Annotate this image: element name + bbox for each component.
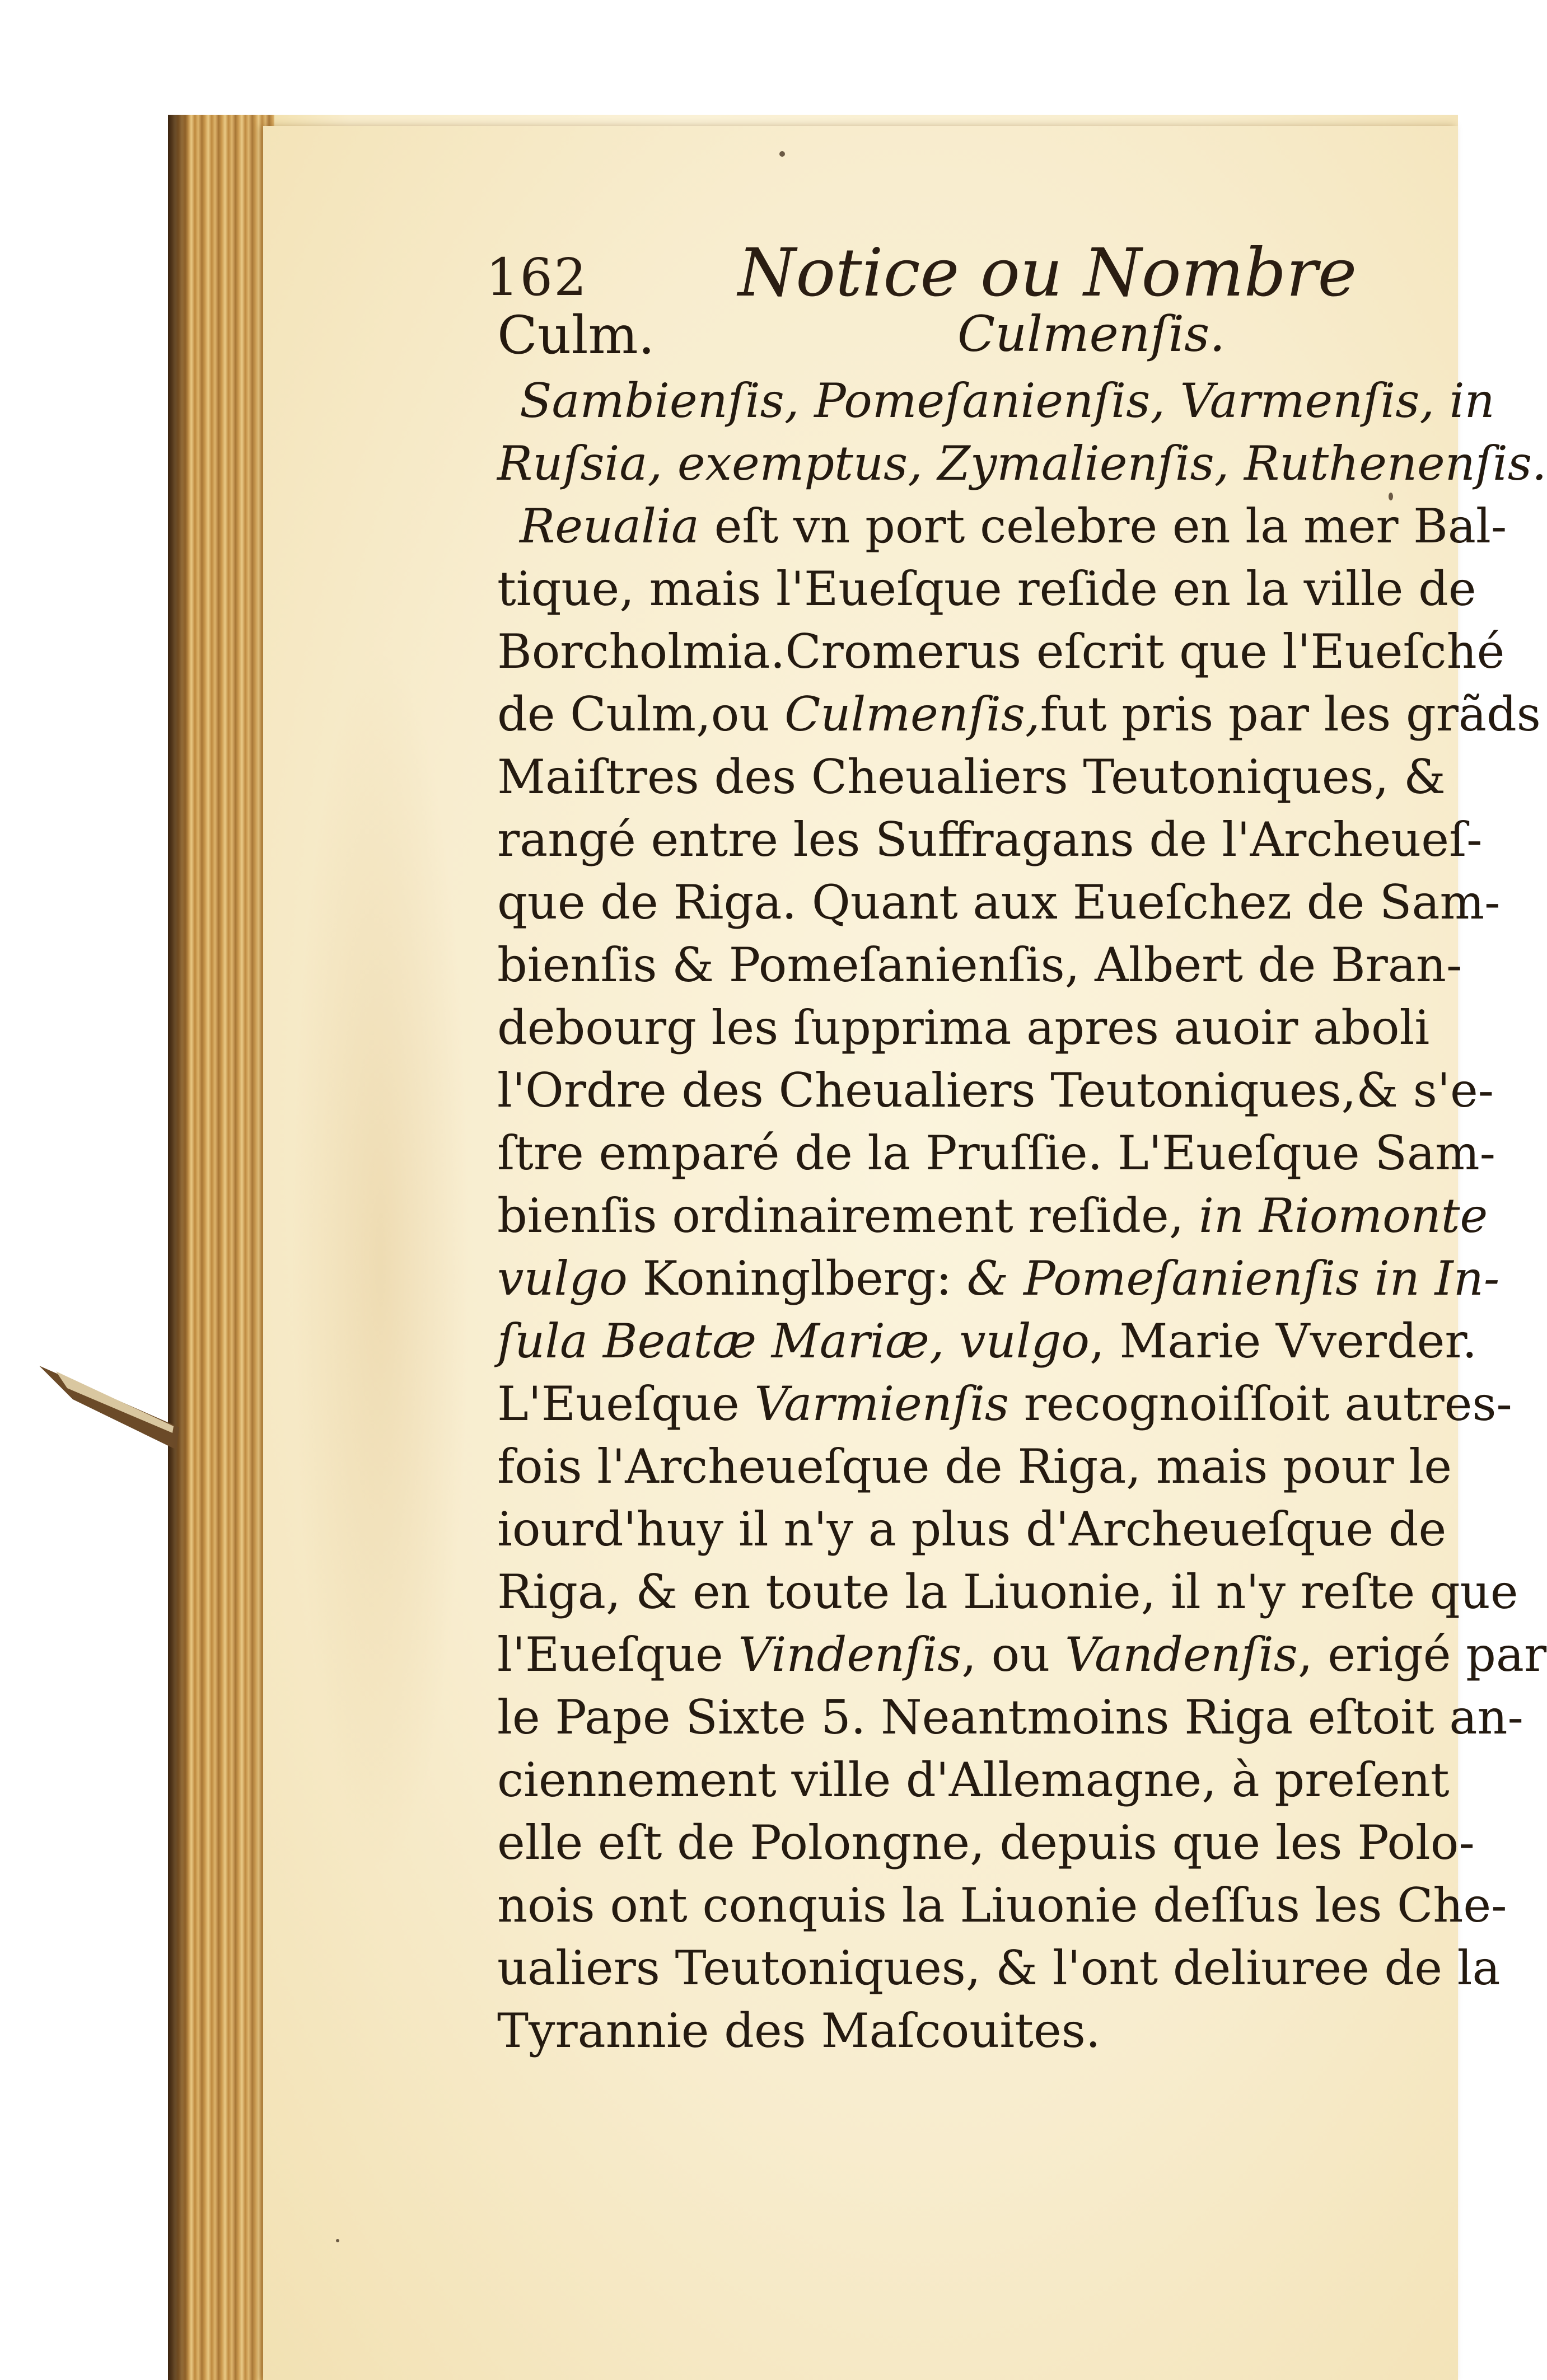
text-line: [497, 1310, 1478, 1372]
text-run: Borcholmia.Cromerus eſcrit que l'Eueſché: [497, 624, 1505, 679]
paragraph-main: [497, 495, 1547, 2062]
text-line: [497, 1749, 1450, 1811]
text-run: que de Riga. Quant aux Eueſchez de Sam-: [497, 875, 1501, 930]
text-line: [497, 1059, 1494, 1122]
text-line: [497, 1874, 1507, 1937]
text-run: Varmienſis: [754, 1376, 1009, 1431]
text-run: Sambienſis, Pomeſanienſis, Varmenſis, in: [520, 373, 1495, 428]
text-run: ſtre emparé de la Pruſſie. L'Eueſque Sam-: [497, 1126, 1495, 1180]
binding-shadow: [168, 115, 190, 2380]
text-line: [497, 1999, 1415, 2062]
text-run: Koninglberg:: [642, 1251, 967, 1306]
paper-stain: [291, 644, 470, 1875]
text-line: [497, 808, 1483, 871]
text-run: rangé entre les Suffragans de l'Archeueſ-: [497, 812, 1483, 867]
text-line: [497, 1623, 1547, 1686]
text-line: [497, 1498, 1447, 1561]
text-run: ſula Beatæ Mariæ, vulgo: [497, 1314, 1090, 1369]
text-run: bienſis & Pomeſanienſis, Albert de Bran-: [497, 938, 1462, 992]
text-run: , ou: [961, 1627, 1065, 1682]
text-run: vulgo: [497, 1251, 643, 1306]
text-line: [497, 871, 1501, 934]
text-line: [497, 1811, 1475, 1874]
text-line: [497, 557, 1476, 620]
text-line: [497, 1184, 1488, 1247]
text-run: ualiers Teutoniques, & l'ont deliuree de la: [497, 1941, 1501, 1995]
text-line: [497, 1686, 1523, 1749]
text-run: elle eſt de Polongne, depuis que les Polo-: [497, 1815, 1475, 1870]
text-run: iourd'huy il n'y a plus d'Archeueſque de: [497, 1502, 1447, 1557]
text-run: Vandenſis: [1065, 1627, 1298, 1682]
text-line: [497, 683, 1541, 746]
text-run: L'Eueſque: [497, 1376, 755, 1431]
text-line: [497, 746, 1446, 808]
text-run: l'Ordre des Cheualiers Teutoniques,& s'e-: [497, 1063, 1494, 1118]
text-run: , Marie Vverder.: [1090, 1314, 1478, 1369]
text-run: l'Eueſque: [497, 1627, 739, 1682]
text-run: nois ont conquis la Liuonie deſſus les Che-: [497, 1878, 1507, 1933]
text-line: [497, 1372, 1512, 1435]
bookmark-flap: [39, 1360, 185, 1450]
text-line: [497, 1561, 1518, 1623]
text-line: [497, 495, 1507, 557]
entry-header-right: Culmenſis.: [957, 305, 1226, 363]
entry-header-left: Culm.: [497, 305, 655, 366]
text-run: & Pomeſanienſis in In-: [966, 1251, 1500, 1306]
text-run: Culmenſis,: [784, 687, 1040, 742]
text-run: Tyrannie des Maſcouites.: [497, 2003, 1101, 2058]
text-line: [497, 432, 1547, 495]
text-line: [497, 369, 1495, 432]
text-run: eſt vn port celebre en la mer Bal-: [699, 499, 1507, 554]
specks: [779, 151, 785, 157]
text-line: [497, 934, 1462, 996]
body-text: [497, 369, 1547, 2062]
text-line: [497, 1435, 1452, 1498]
text-run: Vindenſis: [738, 1627, 962, 1682]
text-run: debourg les ſupprima apres auoir aboli: [497, 1000, 1430, 1055]
running-head: Notice ou Nombre: [738, 234, 1357, 311]
page-number: 162: [486, 247, 588, 307]
text-run: de Culm,ou: [497, 687, 785, 742]
text-run: in Riomonte: [1199, 1188, 1488, 1243]
text-run: recognoiſſoit autres-: [1008, 1376, 1512, 1431]
text-run: tique, mais l'Eueſque reſide en la ville de: [497, 561, 1476, 616]
text-run: fois l'Archeueſque de Riga, mais pour le: [497, 1439, 1452, 1494]
text-line: [497, 996, 1430, 1059]
text-run: ciennement ville d'Allemagne, à preſent: [497, 1753, 1450, 1807]
text-run: bienſis ordinairement reſide,: [497, 1188, 1199, 1243]
text-line: [497, 1937, 1501, 1999]
text-run: fut pris par les grãds: [1040, 687, 1541, 742]
text-run: le Pape Sixte 5. Neantmoins Riga eſtoit an-: [497, 1690, 1523, 1745]
text-line: [497, 620, 1505, 683]
paragraph-suffragans: [497, 369, 1547, 495]
text-line: [497, 1247, 1500, 1310]
specks: [336, 2239, 339, 2242]
text-run: Ruſsia, exemptus, Zymalienſis, Ruthenenſis.: [497, 436, 1547, 491]
text-line: [497, 1122, 1495, 1184]
text-run: Reualia: [520, 499, 699, 554]
text-run: Maiſtres des Cheualiers Teutoniques, &: [497, 749, 1446, 804]
text-run: Riga, & en toute la Liuonie, il n'y reſte que: [497, 1564, 1518, 1619]
text-run: , erigé par: [1297, 1627, 1547, 1682]
